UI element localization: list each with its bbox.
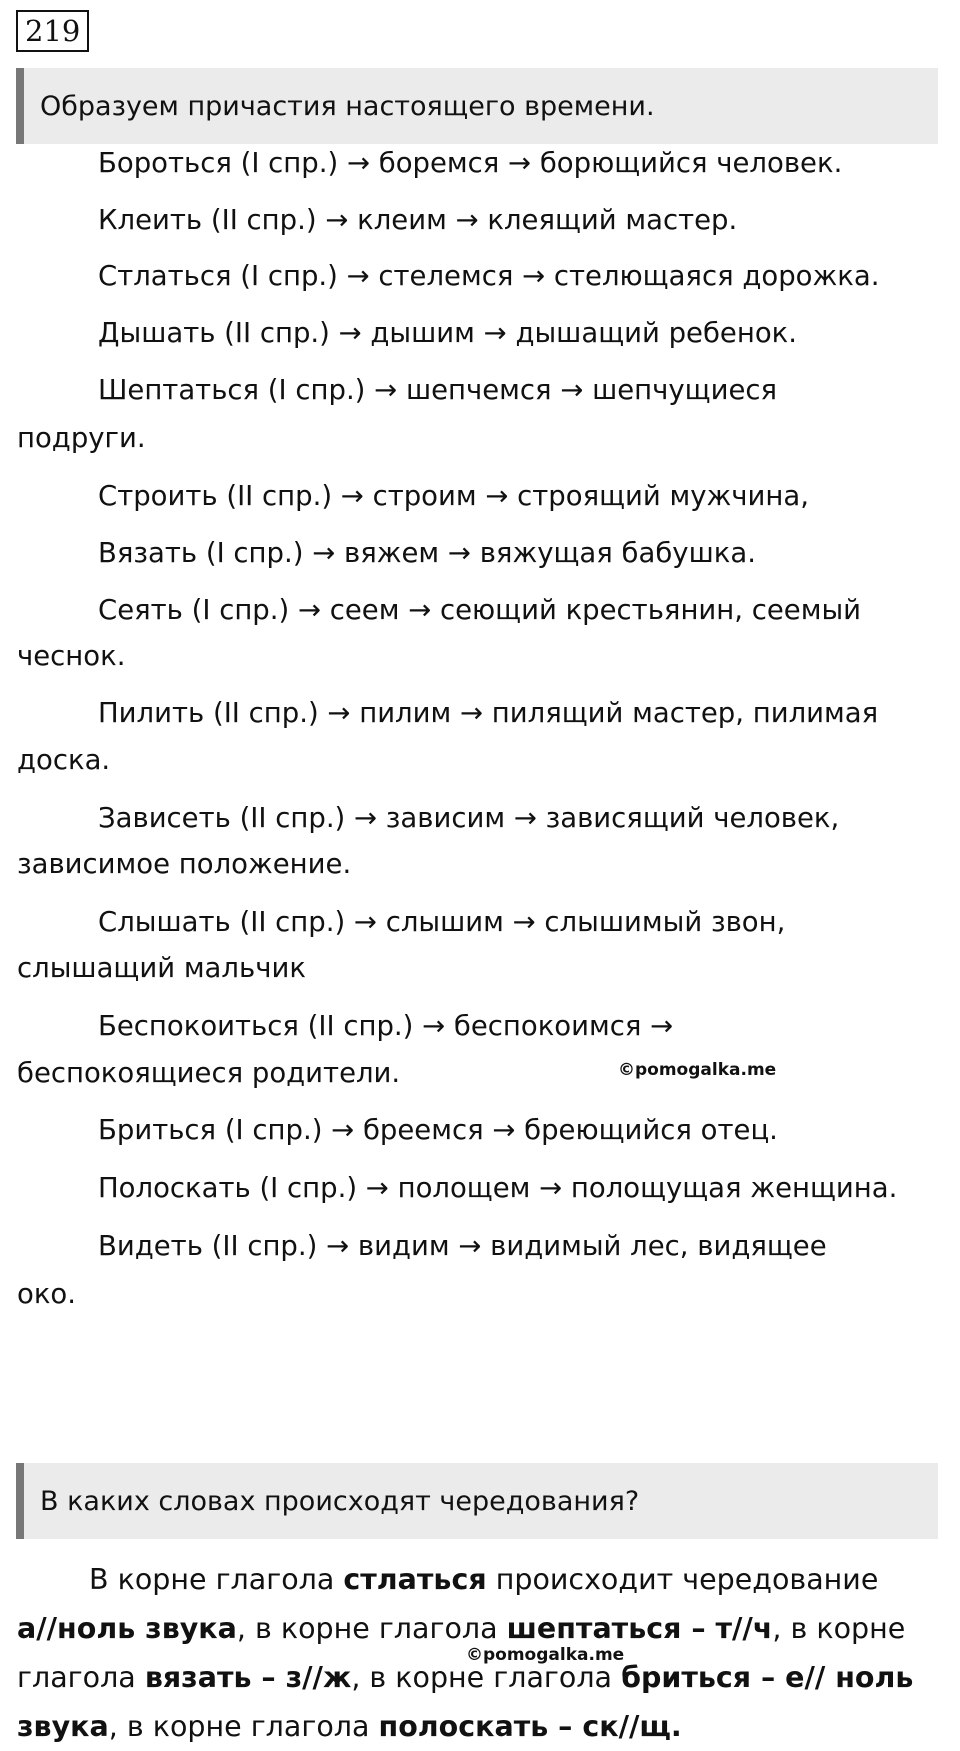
answer-text: , в корне глагола <box>108 1710 379 1743</box>
answer-text: глагола <box>17 1661 145 1694</box>
text-line: Пилить (II спр.) → пилим → пилящий мастер, пилимая <box>98 697 879 729</box>
answer-text: , в корне глагола <box>351 1661 622 1694</box>
answer-text: , в корне глагола <box>236 1612 507 1645</box>
text-line: Строить (II спр.) → строим → строящий мужчина, <box>98 480 809 512</box>
answer-bold: а//ноль звука <box>17 1612 237 1645</box>
watermark: ©pomogalka.me <box>466 1645 625 1665</box>
task-heading <box>16 68 938 144</box>
text-line: доска. <box>17 744 111 776</box>
text-line: Слышать (II спр.) → слышим → слышимый звон, <box>98 906 786 938</box>
answer-line <box>17 1555 942 1604</box>
answer-text: В корне глагола <box>89 1563 344 1596</box>
answer-text: происходит чередование <box>486 1563 879 1596</box>
task-heading-text: Образуем причастия настоящего времени. <box>40 90 655 122</box>
text-line: чеснок. <box>17 640 126 672</box>
answer-bold: стлаться <box>343 1563 487 1596</box>
question-heading-text: В каких словах происходят чередования? <box>40 1485 640 1517</box>
text-line: Беспокоиться (II спр.) → беспокоимся → <box>98 1010 674 1042</box>
exercise-number: 219 <box>16 10 89 52</box>
text-line: беспокоящиеся родители. <box>17 1057 401 1089</box>
text-line: око. <box>17 1278 77 1310</box>
text-line: подруги. <box>17 422 146 454</box>
text-line: Видеть (II спр.) → видим → видимый лес, видящее <box>98 1230 827 1262</box>
text-line: Полоскать (I спр.) → полощем → полощущая женщина. <box>98 1172 898 1204</box>
text-line: зависимое положение. <box>17 848 352 880</box>
text-line: Вязать (I спр.) → вяжем → вяжущая бабушка. <box>98 537 756 569</box>
answer-bold: полоскать – ск//щ. <box>378 1710 682 1743</box>
text-line: слышащий мальчик <box>17 952 306 984</box>
answer-line <box>17 1702 942 1751</box>
text-line: Дышать (II спр.) → дышим → дышащий ребенок. <box>98 317 797 349</box>
text-line: Зависеть (II спр.) → зависим → зависящий человек, <box>98 802 840 834</box>
question-heading <box>16 1463 938 1539</box>
text-line: Бороться (I спр.) → боремся → борющийся человек. <box>98 147 843 179</box>
answer-bold: вязать – з//ж <box>144 1661 352 1694</box>
text-line: Сеять (I спр.) → сеем → сеющий крестьянин, сеемый <box>98 594 862 626</box>
text-line: Стлаться (I спр.) → стелемся → стелющаяся дорожка. <box>98 260 880 292</box>
answer-text: , в корне <box>772 1612 906 1645</box>
answer-bold: звука <box>17 1710 109 1743</box>
text-line: Шептаться (I спр.) → шепчемся → шепчущиеся <box>98 374 778 406</box>
text-line: Клеить (II спр.) → клеим → клеящий мастер. <box>98 204 738 236</box>
watermark: ©pomogalka.me <box>618 1060 777 1080</box>
answer-bold: бриться – е// ноль <box>621 1661 914 1694</box>
answer-bold: шептаться – т//ч <box>506 1612 773 1645</box>
text-line: Бриться (I спр.) → бреемся → бреющийся отец. <box>98 1114 778 1146</box>
